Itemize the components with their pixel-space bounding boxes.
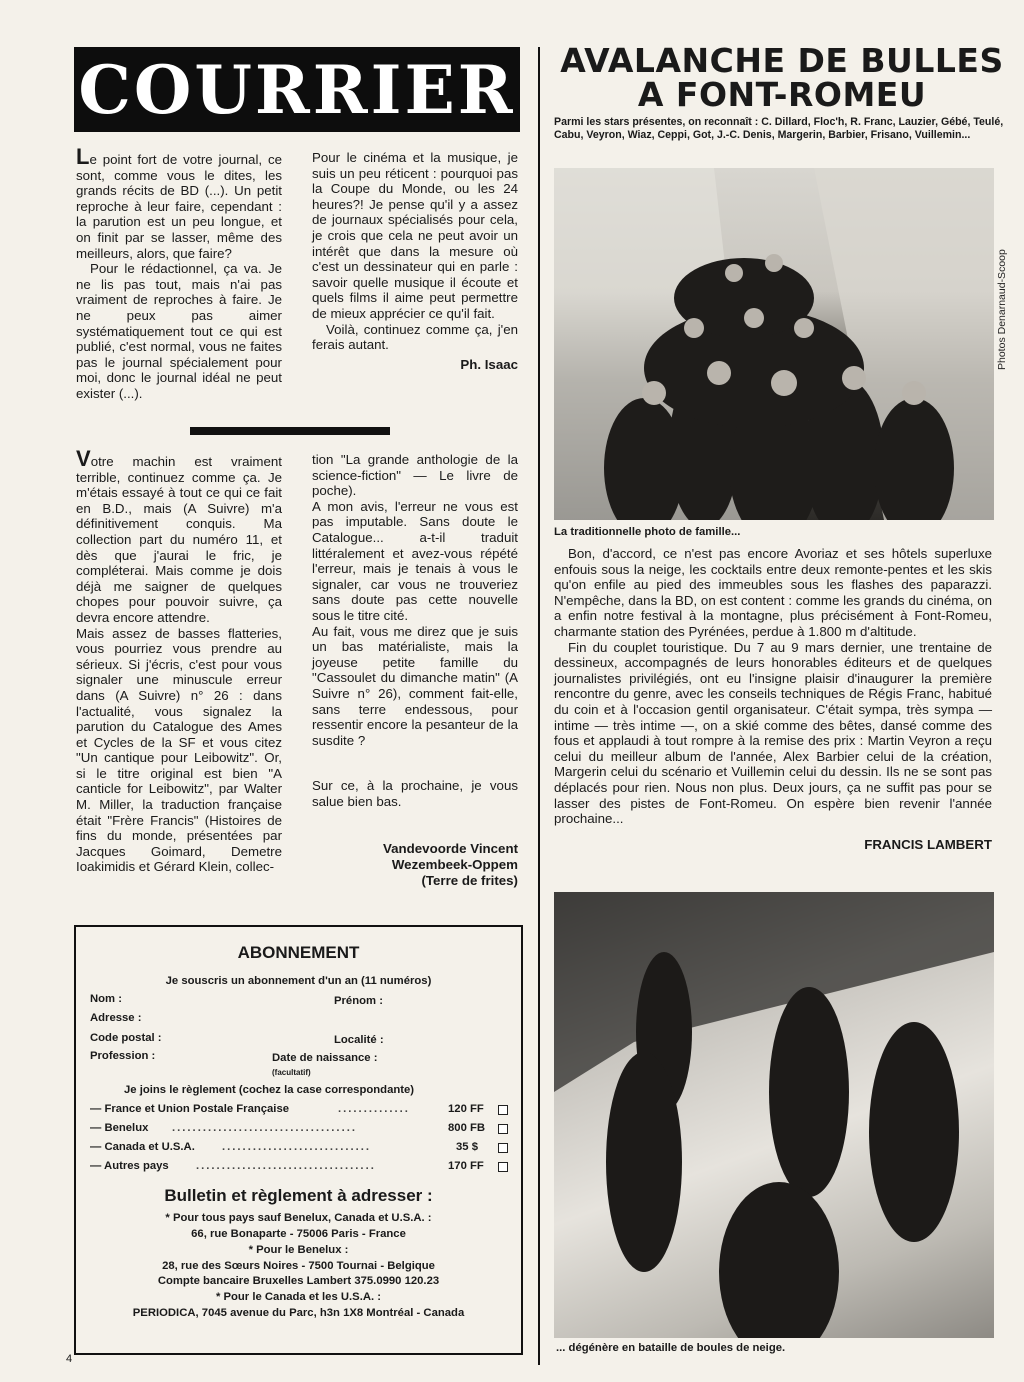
dropcap: V (76, 446, 91, 471)
snowball-photo (554, 892, 994, 1338)
letter2-column2 (312, 452, 518, 889)
article-lede: Parmi les stars présentes, on reconnaît : C. Dillard, Floc'h, R. Franc, Lauzier, Gébé, Teulé, Cabu, Veyron, Wiaz, Ceppi, Got, J.-C. Denis, Margerin, Barbier, Frisano, Vuillemin... (554, 116, 1004, 141)
signature-line: Vandevoorde Vincent (383, 841, 518, 857)
address-line: Compte bancaire Bruxelles Lambert 375.0990 120.23 (157, 1275, 440, 1287)
dropcap: L (76, 144, 90, 169)
signature-line: Wezembeek-Oppem (391, 857, 518, 873)
code-postal-label: Code postal : (90, 1032, 162, 1044)
letter1-column2 (312, 150, 518, 372)
group-photo (554, 168, 994, 520)
letter1-column1 (76, 144, 282, 402)
address-line: 28, rue des Sœurs Noires - 7500 Tournai - Belgique (162, 1260, 435, 1272)
letter2-para3: tion "La grande anthologie de la science-fiction" — Le livre de poche). (312, 452, 518, 499)
page-number: 4 (66, 1353, 73, 1365)
article-para1: Bon, d'accord, ce n'est pas encore Avoriaz et ses hôtels superluxe enfouis sous la neige, les cocktails entre deux remonte-pentes et les skis qu'on enfile au pied des immeubles sous les flashes des paparazzi. N'empêche, dans la BD, on est content : comme les grands du cinéma, on a enfin notre festival à la montagne, plus précisément à Font-Romeu, charmante station des Pyrénées, perdue à 1.800 m d'altitude. (554, 546, 992, 639)
reglement-label: Je joins le règlement (cochez la case correspondante) (124, 1084, 415, 1096)
rate-row: — Benelux (90, 1122, 149, 1134)
subscription-intro: Je souscris un abonnement d'un an (11 numéros) (165, 975, 432, 987)
localite-label: Localité : (334, 1034, 384, 1046)
address-line: * Pour le Benelux : (248, 1244, 349, 1256)
snowball-photo-graphic (554, 892, 994, 1338)
photo-credit: Photos Denarnaud-Scoop (996, 249, 1008, 370)
bulletin-heading: Bulletin et règlement à adresser : (164, 1186, 433, 1205)
photo-caption: La traditionnelle photo de famille... (554, 526, 741, 538)
address-line: * Pour le Canada et les U.S.A. : (215, 1291, 382, 1303)
letter2-para2: Mais assez de basses flatteries, vous pourriez vous prendre au sérieux. Si j'écris, c'est pour vous signaler une minuscule erreur dans (A Suivre) n° 26 : dans l'actualité, vous signalez la parution du Catalogue des Ames et Cycles de la SF et vous citez "Un cantique pour Leibowitz". Or, si le titre original est bien "A canticle for Leibowitz", par Walter M. Miller, la traduction française était "Frère Francis" (Histoires de fins du monde, présentées par Jacques Goimard, Demetre Ioakimidis et Gérard Klein, collec- (76, 625, 282, 875)
letter2-signature (312, 841, 518, 889)
rate-price: 170 FF (448, 1160, 484, 1172)
nom-label: Nom : (90, 993, 123, 1005)
address-line: 66, rue Bonaparte - 75006 Paris - France (191, 1228, 406, 1240)
signature-line: (Terre de frites) (421, 873, 518, 889)
headline-line1: AVALANCHE DE BULLES (560, 41, 1004, 80)
rate-price: 800 FB (448, 1122, 486, 1134)
page-title: COURRIER (74, 47, 520, 132)
rate-dots: ............................. (222, 1141, 372, 1153)
facultatif-label: (facultatif) (272, 1068, 311, 1077)
letter2-para4: A mon avis, l'erreur ne vous est pas imputable. Sans doute le Catalogue... a-t-il traduit littéralement et avez-vous répété l'erreur, mais je tenais à vous le signaler, car vous ne trouveriez sans doute pas cette nouvelle sous le titre cité. (312, 498, 518, 623)
article-body (554, 546, 992, 852)
photo-caption: ... dégénère en bataille de boules de neige. (556, 1342, 786, 1354)
adresse-label: Adresse : (90, 1012, 142, 1024)
letter2-para6: Sur ce, à la prochaine, je vous salue bien bas. (312, 778, 518, 809)
rate-dots: .................................... (172, 1122, 357, 1134)
letter1-para3: Pour le cinéma et la musique, je suis un peu réticent : pourquoi pas la Coupe du Monde, ou les 24 heures?! Je pense qu'il y a assez de journaux spécialisés pour cela, je crois que cela ne peut avoir un intérêt que dans la mesure où c'est un dessinateur qui en parle : savoir quelle musique il écoute et quels films il aime peut permettre de mieux apprécier ce qu'il fait. (312, 150, 518, 321)
prenom-label: Prénom : (334, 995, 383, 1007)
letter1-signature: Ph. Isaac (460, 356, 518, 372)
naissance-label: Date de naissance : (272, 1052, 378, 1064)
article-author: FRANCIS LAMBERT (864, 836, 992, 852)
profession-label: Profession : (90, 1050, 156, 1062)
rate-row: — Autres pays (90, 1160, 169, 1172)
group-photo-graphic (554, 168, 994, 520)
address-line: * Pour tous pays sauf Benelux, Canada et U.S.A. : (165, 1212, 432, 1224)
rate-checkbox[interactable] (498, 1105, 508, 1115)
rate-dots: .............. (338, 1103, 410, 1115)
rate-row: — France et Union Postale Française (90, 1103, 290, 1115)
letter2-para5: Au fait, vous me direz que je suis un bas matérialiste, mais la joyeuse petite famille du "Cassoulet du dimanche matin" (A Suivre n° 26), comment fait-elle, sans terre endessous, pour ressentir encore la pesanteur de la susdite ? (312, 623, 518, 748)
letter2-para1: otre machin est vraiment terrible, continuez comme ça. Je m'étais essayé à tout ce qui ce fait en B.D., mais (A Suivre) m'a définitivement conquis. Ma collection part du numéro 11, et dès que j'aurai le fric, je compléterai. Mais comme je dois déjà me saigner de quelques chopes pour pouvoir suivre, ça devra encore attendre. (76, 454, 282, 625)
rate-checkbox[interactable] (498, 1124, 508, 1134)
column-rule (538, 47, 540, 1365)
headline-line2: A FONT-ROMEU (637, 75, 927, 114)
rate-price: 35 $ (456, 1141, 478, 1153)
letter1-para4: Voilà, continuez comme ça, j'en ferais autant. (312, 321, 518, 353)
subscription-form (74, 925, 523, 1355)
rate-label: Canada et U.S.A. (104, 1141, 195, 1153)
letter1-para1: e point fort de votre journal, ce sont, comme vous le dites, les grands récits de BD (...). Un petit reproche à leur faire, cependant : la parution est un peu longue, et on finit par se lasser, même des meilleurs, alors, que faire? (76, 152, 282, 261)
subscription-title: ABONNEMENT (237, 943, 360, 962)
rate-dots: ................................... (196, 1160, 376, 1172)
letter1-para2: Pour le rédactionnel, ça va. Je ne lis pas tout, mais n'ai pas vraiment de reproches à faire. Je ne peux pas aimer systématiquement tout ce qui est publié, c'est normal, vous ne faites pas le journal spécialement pour moi, donc le journal idéal ne peut exister (...). (76, 261, 282, 401)
article-headline (552, 41, 1012, 114)
article-para2: Fin du couplet touristique. Du 7 au 9 mars dernier, une trentaine de dessineux, accompagnés de leurs honorables éditeurs et de quelques journalistes privilégiés, ont eu l'insigne plaisir d'inaugurer la première rencontre du genre, avec les conseils techniques de Régis Franc, habitué du coin et à l'occasion gentil organisateur. C'était sympa, très sympa — intime — très intime —, on a skié comme des bêtes, dansé comme des fous et applaudi à tout rompre à la remise des prix : Martin Veyron a reçu celui du meilleur album de l'année, Alex Barbier celui de la création, Margerin celui du scénario et Vuillemin celui du dessin. Ils ne se sont pas déplacés pour rien. Nous non plus. Deux jours, ça ne suffit pas pour se lasser des pistes de Font-Romeu. On espère bien revenir l'année prochaine... (554, 639, 992, 827)
rate-row: — Canada et U.S.A. (90, 1141, 195, 1153)
rate-price: 120 FF (448, 1103, 484, 1115)
section-divider (190, 427, 390, 435)
rate-label: France et Union Postale Française (104, 1103, 290, 1115)
address-line: PERIODICA, 7045 avenue du Parc, h3n 1X8 Montréal - Canada (132, 1307, 465, 1319)
rate-checkbox[interactable] (498, 1143, 508, 1153)
letter2-column1 (76, 446, 282, 875)
rate-checkbox[interactable] (498, 1162, 508, 1172)
rate-label: Autres pays (104, 1160, 169, 1172)
rate-label: Benelux (104, 1122, 149, 1134)
